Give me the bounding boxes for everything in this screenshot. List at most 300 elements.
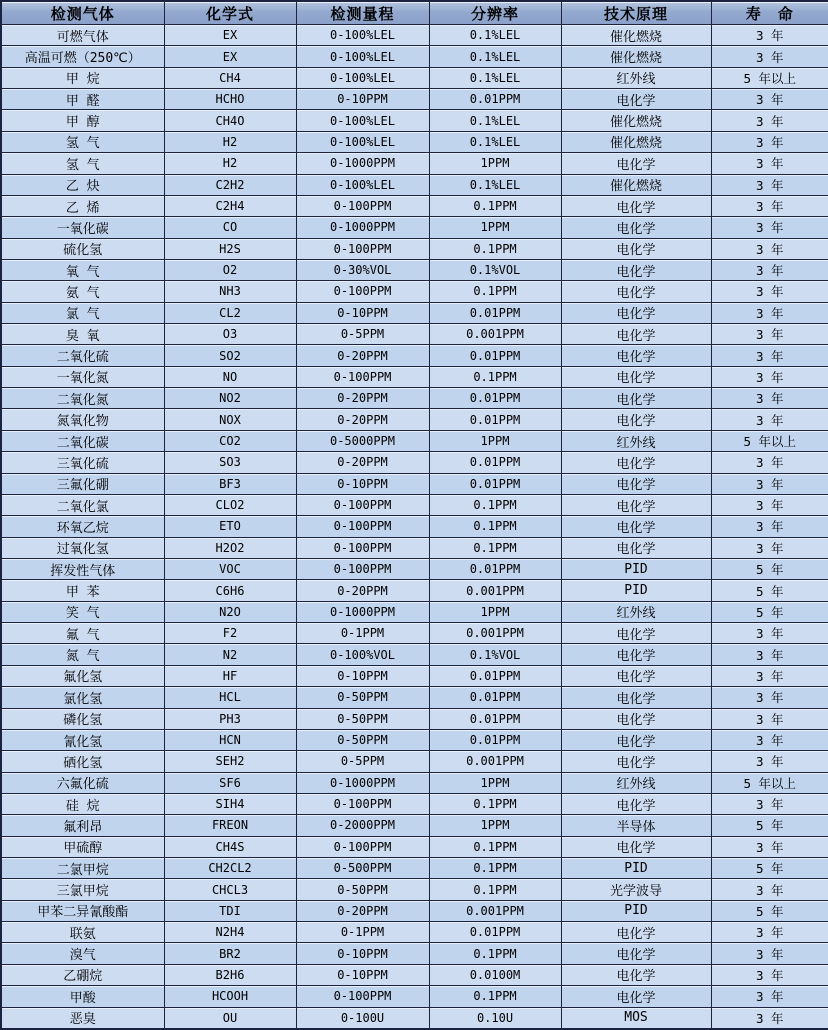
cell-gas-name: 可燃气体 bbox=[1, 25, 164, 46]
cell-lifespan: 3 年 bbox=[711, 259, 828, 280]
column-header-gas: 检测气体 bbox=[1, 1, 164, 25]
cell-chemical-formula: H2S bbox=[164, 238, 296, 259]
cell-gas-name: 过氧化氢 bbox=[1, 537, 164, 558]
cell-technical-principle: 电化学 bbox=[561, 836, 711, 857]
table-row bbox=[1, 793, 828, 814]
cell-chemical-formula: HF bbox=[164, 665, 296, 686]
table-row bbox=[1, 751, 828, 772]
table-row bbox=[1, 986, 828, 1007]
table-row bbox=[1, 324, 828, 345]
table-row bbox=[1, 964, 828, 985]
cell-gas-name: 磷化氢 bbox=[1, 708, 164, 729]
table-row bbox=[1, 67, 828, 88]
cell-gas-name: 氮氧化物 bbox=[1, 409, 164, 430]
cell-lifespan: 3 年 bbox=[711, 623, 828, 644]
cell-technical-principle: 电化学 bbox=[561, 687, 711, 708]
table-row bbox=[1, 452, 828, 473]
cell-technical-principle: MOS bbox=[561, 1007, 711, 1029]
cell-chemical-formula: NH3 bbox=[164, 281, 296, 302]
cell-resolution: 1PPM bbox=[429, 601, 561, 622]
cell-technical-principle: 电化学 bbox=[561, 217, 711, 238]
table-row bbox=[1, 922, 828, 943]
cell-detection-range: 0-100PPM bbox=[296, 494, 429, 515]
cell-gas-name: 六氟化硫 bbox=[1, 772, 164, 793]
cell-detection-range: 0-100PPM bbox=[296, 195, 429, 216]
table-row bbox=[1, 217, 828, 238]
cell-chemical-formula: OU bbox=[164, 1007, 296, 1029]
cell-gas-name: 甲 醛 bbox=[1, 89, 164, 110]
cell-resolution: 0.1%VOL bbox=[429, 644, 561, 665]
cell-resolution: 0.1PPM bbox=[429, 858, 561, 879]
table-row bbox=[1, 558, 828, 579]
cell-resolution: 0.1%LEL bbox=[429, 67, 561, 88]
cell-lifespan: 3 年 bbox=[711, 687, 828, 708]
column-header-formula: 化学式 bbox=[164, 1, 296, 25]
cell-detection-range: 0-20PPM bbox=[296, 580, 429, 601]
cell-technical-principle: 电化学 bbox=[561, 388, 711, 409]
cell-lifespan: 3 年 bbox=[711, 708, 828, 729]
cell-lifespan: 3 年 bbox=[711, 388, 828, 409]
cell-technical-principle: 电化学 bbox=[561, 281, 711, 302]
cell-technical-principle: 催化燃烧 bbox=[561, 174, 711, 195]
cell-technical-principle: 红外线 bbox=[561, 67, 711, 88]
cell-detection-range: 0-10PPM bbox=[296, 665, 429, 686]
cell-chemical-formula: HCL bbox=[164, 687, 296, 708]
cell-gas-name: 氢 气 bbox=[1, 131, 164, 152]
cell-detection-range: 0-1000PPM bbox=[296, 217, 429, 238]
cell-resolution: 0.1%LEL bbox=[429, 110, 561, 131]
cell-lifespan: 3 年 bbox=[711, 793, 828, 814]
cell-chemical-formula: SO3 bbox=[164, 452, 296, 473]
cell-resolution: 1PPM bbox=[429, 772, 561, 793]
cell-lifespan: 5 年 bbox=[711, 558, 828, 579]
cell-lifespan: 3 年 bbox=[711, 281, 828, 302]
cell-detection-range: 0-100U bbox=[296, 1007, 429, 1029]
cell-technical-principle: 电化学 bbox=[561, 922, 711, 943]
column-header-range: 检测量程 bbox=[296, 1, 429, 25]
table-row bbox=[1, 131, 828, 152]
cell-lifespan: 3 年 bbox=[711, 324, 828, 345]
cell-gas-name: 甲 苯 bbox=[1, 580, 164, 601]
cell-resolution: 0.1PPM bbox=[429, 879, 561, 900]
column-header-life: 寿 命 bbox=[711, 1, 828, 25]
cell-chemical-formula: EX bbox=[164, 25, 296, 46]
cell-detection-range: 0-100PPM bbox=[296, 281, 429, 302]
cell-technical-principle: 电化学 bbox=[561, 644, 711, 665]
table-row bbox=[1, 259, 828, 280]
cell-lifespan: 3 年 bbox=[711, 922, 828, 943]
cell-gas-name: 氨 气 bbox=[1, 281, 164, 302]
cell-resolution: 0.1PPM bbox=[429, 238, 561, 259]
cell-chemical-formula: NOX bbox=[164, 409, 296, 430]
cell-detection-range: 0-100%LEL bbox=[296, 174, 429, 195]
cell-detection-range: 0-100PPM bbox=[296, 366, 429, 387]
cell-resolution: 0.01PPM bbox=[429, 922, 561, 943]
cell-resolution: 0.1PPM bbox=[429, 281, 561, 302]
cell-technical-principle: 电化学 bbox=[561, 751, 711, 772]
cell-lifespan: 3 年 bbox=[711, 174, 828, 195]
cell-resolution: 0.1PPM bbox=[429, 943, 561, 964]
cell-resolution: 0.10U bbox=[429, 1007, 561, 1029]
cell-resolution: 0.0100M bbox=[429, 964, 561, 985]
cell-chemical-formula: CH4S bbox=[164, 836, 296, 857]
cell-detection-range: 0-100%LEL bbox=[296, 25, 429, 46]
cell-technical-principle: 电化学 bbox=[561, 494, 711, 515]
cell-detection-range: 0-100%LEL bbox=[296, 110, 429, 131]
cell-resolution: 0.01PPM bbox=[429, 687, 561, 708]
cell-chemical-formula: CH4 bbox=[164, 67, 296, 88]
cell-technical-principle: 催化燃烧 bbox=[561, 25, 711, 46]
table-row bbox=[1, 388, 828, 409]
cell-detection-range: 0-1PPM bbox=[296, 623, 429, 644]
cell-detection-range: 0-500PPM bbox=[296, 858, 429, 879]
cell-technical-principle: 电化学 bbox=[561, 409, 711, 430]
cell-lifespan: 3 年 bbox=[711, 89, 828, 110]
cell-resolution: 1PPM bbox=[429, 153, 561, 174]
cell-resolution: 0.1PPM bbox=[429, 366, 561, 387]
cell-technical-principle: 电化学 bbox=[561, 195, 711, 216]
cell-detection-range: 0-100PPM bbox=[296, 793, 429, 814]
cell-resolution: 0.001PPM bbox=[429, 580, 561, 601]
table-row bbox=[1, 494, 828, 515]
cell-gas-name: 环氧乙烷 bbox=[1, 516, 164, 537]
cell-gas-name: 甲苯二异氰酸酯 bbox=[1, 900, 164, 921]
cell-detection-range: 0-100PPM bbox=[296, 516, 429, 537]
cell-gas-name: 恶臭 bbox=[1, 1007, 164, 1029]
cell-resolution: 0.1PPM bbox=[429, 793, 561, 814]
cell-detection-range: 0-10PPM bbox=[296, 964, 429, 985]
cell-chemical-formula: CO bbox=[164, 217, 296, 238]
cell-detection-range: 0-10PPM bbox=[296, 302, 429, 323]
cell-detection-range: 0-100PPM bbox=[296, 537, 429, 558]
cell-resolution: 0.1%LEL bbox=[429, 174, 561, 195]
table-row bbox=[1, 708, 828, 729]
table-row bbox=[1, 195, 828, 216]
cell-lifespan: 3 年 bbox=[711, 751, 828, 772]
cell-chemical-formula: NO bbox=[164, 366, 296, 387]
cell-lifespan: 3 年 bbox=[711, 302, 828, 323]
cell-lifespan: 3 年 bbox=[711, 25, 828, 46]
cell-lifespan: 5 年以上 bbox=[711, 772, 828, 793]
cell-detection-range: 0-20PPM bbox=[296, 345, 429, 366]
cell-detection-range: 0-30%VOL bbox=[296, 259, 429, 280]
cell-chemical-formula: CH2CL2 bbox=[164, 858, 296, 879]
table-row bbox=[1, 580, 828, 601]
cell-chemical-formula: CLO2 bbox=[164, 494, 296, 515]
cell-detection-range: 0-1PPM bbox=[296, 922, 429, 943]
cell-chemical-formula: N2O bbox=[164, 601, 296, 622]
cell-chemical-formula: C6H6 bbox=[164, 580, 296, 601]
cell-chemical-formula: SEH2 bbox=[164, 751, 296, 772]
cell-technical-principle: 催化燃烧 bbox=[561, 46, 711, 67]
cell-lifespan: 3 年 bbox=[711, 729, 828, 750]
cell-technical-principle: PID bbox=[561, 900, 711, 921]
table-row bbox=[1, 281, 828, 302]
cell-technical-principle: 电化学 bbox=[561, 708, 711, 729]
cell-resolution: 0.1PPM bbox=[429, 986, 561, 1007]
cell-resolution: 0.01PPM bbox=[429, 473, 561, 494]
cell-gas-name: 硫化氢 bbox=[1, 238, 164, 259]
cell-resolution: 0.1PPM bbox=[429, 494, 561, 515]
cell-lifespan: 3 年 bbox=[711, 516, 828, 537]
cell-gas-name: 氟利昂 bbox=[1, 815, 164, 836]
cell-chemical-formula: HCOOH bbox=[164, 986, 296, 1007]
cell-resolution: 0.01PPM bbox=[429, 452, 561, 473]
cell-lifespan: 3 年 bbox=[711, 986, 828, 1007]
cell-lifespan: 3 年 bbox=[711, 238, 828, 259]
column-header-resolution: 分辨率 bbox=[429, 1, 561, 25]
cell-chemical-formula: N2H4 bbox=[164, 922, 296, 943]
cell-detection-range: 0-1000PPM bbox=[296, 153, 429, 174]
cell-resolution: 0.01PPM bbox=[429, 89, 561, 110]
cell-lifespan: 3 年 bbox=[711, 217, 828, 238]
cell-gas-name: 甲酸 bbox=[1, 986, 164, 1007]
cell-gas-name: 二氧化硫 bbox=[1, 345, 164, 366]
cell-lifespan: 5 年以上 bbox=[711, 67, 828, 88]
cell-chemical-formula: BF3 bbox=[164, 473, 296, 494]
cell-lifespan: 3 年 bbox=[711, 537, 828, 558]
cell-lifespan: 3 年 bbox=[711, 665, 828, 686]
cell-gas-name: 氟化氢 bbox=[1, 665, 164, 686]
cell-lifespan: 3 年 bbox=[711, 46, 828, 67]
table-row bbox=[1, 772, 828, 793]
cell-gas-name: 氟 气 bbox=[1, 623, 164, 644]
cell-resolution: 1PPM bbox=[429, 430, 561, 451]
cell-resolution: 0.01PPM bbox=[429, 708, 561, 729]
cell-detection-range: 0-10PPM bbox=[296, 943, 429, 964]
table-row bbox=[1, 815, 828, 836]
cell-technical-principle: PID bbox=[561, 580, 711, 601]
cell-lifespan: 5 年 bbox=[711, 815, 828, 836]
cell-lifespan: 3 年 bbox=[711, 131, 828, 152]
cell-chemical-formula: EX bbox=[164, 46, 296, 67]
cell-gas-name: 溴气 bbox=[1, 943, 164, 964]
cell-resolution: 0.01PPM bbox=[429, 729, 561, 750]
cell-detection-range: 0-100%LEL bbox=[296, 67, 429, 88]
cell-detection-range: 0-5PPM bbox=[296, 324, 429, 345]
cell-lifespan: 5 年 bbox=[711, 900, 828, 921]
cell-technical-principle: 电化学 bbox=[561, 153, 711, 174]
table-row bbox=[1, 836, 828, 857]
cell-technical-principle: 电化学 bbox=[561, 238, 711, 259]
table-row bbox=[1, 366, 828, 387]
table-row bbox=[1, 644, 828, 665]
cell-technical-principle: 电化学 bbox=[561, 665, 711, 686]
cell-resolution: 1PPM bbox=[429, 815, 561, 836]
cell-resolution: 0.01PPM bbox=[429, 388, 561, 409]
table-row bbox=[1, 153, 828, 174]
cell-lifespan: 5 年 bbox=[711, 580, 828, 601]
cell-gas-name: 甲 醇 bbox=[1, 110, 164, 131]
cell-detection-range: 0-100PPM bbox=[296, 986, 429, 1007]
cell-technical-principle: 红外线 bbox=[561, 772, 711, 793]
cell-gas-name: 高温可燃（250℃） bbox=[1, 46, 164, 67]
cell-lifespan: 3 年 bbox=[711, 836, 828, 857]
cell-technical-principle: 光学波导 bbox=[561, 879, 711, 900]
table-row bbox=[1, 473, 828, 494]
table-row bbox=[1, 174, 828, 195]
cell-detection-range: 0-50PPM bbox=[296, 687, 429, 708]
cell-resolution: 0.001PPM bbox=[429, 751, 561, 772]
cell-lifespan: 3 年 bbox=[711, 153, 828, 174]
table-header bbox=[1, 1, 828, 25]
cell-gas-name: 一氧化碳 bbox=[1, 217, 164, 238]
cell-detection-range: 0-5000PPM bbox=[296, 430, 429, 451]
cell-chemical-formula: CH4O bbox=[164, 110, 296, 131]
table-row bbox=[1, 601, 828, 622]
cell-gas-name: 甲硫醇 bbox=[1, 836, 164, 857]
cell-detection-range: 0-50PPM bbox=[296, 879, 429, 900]
cell-detection-range: 0-20PPM bbox=[296, 900, 429, 921]
cell-technical-principle: PID bbox=[561, 558, 711, 579]
cell-lifespan: 3 年 bbox=[711, 943, 828, 964]
cell-technical-principle: 催化燃烧 bbox=[561, 110, 711, 131]
cell-chemical-formula: O2 bbox=[164, 259, 296, 280]
cell-chemical-formula: F2 bbox=[164, 623, 296, 644]
cell-detection-range: 0-100PPM bbox=[296, 836, 429, 857]
cell-technical-principle: 电化学 bbox=[561, 473, 711, 494]
cell-lifespan: 3 年 bbox=[711, 409, 828, 430]
table-row bbox=[1, 345, 828, 366]
cell-chemical-formula: TDI bbox=[164, 900, 296, 921]
cell-lifespan: 3 年 bbox=[711, 452, 828, 473]
cell-gas-name: 三氧化硫 bbox=[1, 452, 164, 473]
cell-detection-range: 0-100%LEL bbox=[296, 46, 429, 67]
cell-technical-principle: 电化学 bbox=[561, 623, 711, 644]
table-row bbox=[1, 409, 828, 430]
cell-resolution: 0.1PPM bbox=[429, 537, 561, 558]
cell-chemical-formula: C2H2 bbox=[164, 174, 296, 195]
cell-technical-principle: 红外线 bbox=[561, 601, 711, 622]
cell-gas-name: 氯 气 bbox=[1, 302, 164, 323]
cell-gas-name: 三氯甲烷 bbox=[1, 879, 164, 900]
cell-chemical-formula: FREON bbox=[164, 815, 296, 836]
cell-chemical-formula: SO2 bbox=[164, 345, 296, 366]
cell-technical-principle: 电化学 bbox=[561, 452, 711, 473]
cell-technical-principle: 电化学 bbox=[561, 302, 711, 323]
table-row bbox=[1, 687, 828, 708]
cell-gas-name: 乙硼烷 bbox=[1, 964, 164, 985]
table-row bbox=[1, 1007, 828, 1029]
table-row bbox=[1, 89, 828, 110]
cell-lifespan: 3 年 bbox=[711, 964, 828, 985]
cell-technical-principle: PID bbox=[561, 858, 711, 879]
cell-detection-range: 0-50PPM bbox=[296, 708, 429, 729]
table-row bbox=[1, 943, 828, 964]
table-row bbox=[1, 46, 828, 67]
cell-resolution: 0.01PPM bbox=[429, 302, 561, 323]
cell-chemical-formula: H2O2 bbox=[164, 537, 296, 558]
cell-technical-principle: 电化学 bbox=[561, 324, 711, 345]
cell-lifespan: 3 年 bbox=[711, 644, 828, 665]
cell-chemical-formula: HCHO bbox=[164, 89, 296, 110]
cell-resolution: 0.01PPM bbox=[429, 345, 561, 366]
cell-detection-range: 0-100%LEL bbox=[296, 131, 429, 152]
cell-resolution: 0.1%LEL bbox=[429, 131, 561, 152]
column-header-principle: 技术原理 bbox=[561, 1, 711, 25]
cell-lifespan: 3 年 bbox=[711, 879, 828, 900]
table-row bbox=[1, 879, 828, 900]
cell-technical-principle: 电化学 bbox=[561, 259, 711, 280]
cell-detection-range: 0-100PPM bbox=[296, 558, 429, 579]
cell-resolution: 0.01PPM bbox=[429, 409, 561, 430]
cell-gas-name: 挥发性气体 bbox=[1, 558, 164, 579]
cell-chemical-formula: O3 bbox=[164, 324, 296, 345]
cell-lifespan: 3 年 bbox=[711, 345, 828, 366]
cell-gas-name: 硒化氢 bbox=[1, 751, 164, 772]
cell-chemical-formula: CL2 bbox=[164, 302, 296, 323]
cell-chemical-formula: SIH4 bbox=[164, 793, 296, 814]
cell-technical-principle: 电化学 bbox=[561, 516, 711, 537]
cell-detection-range: 0-100%VOL bbox=[296, 644, 429, 665]
cell-gas-name: 三氟化硼 bbox=[1, 473, 164, 494]
cell-chemical-formula: H2 bbox=[164, 131, 296, 152]
cell-detection-range: 0-1000PPM bbox=[296, 601, 429, 622]
cell-technical-principle: 电化学 bbox=[561, 964, 711, 985]
cell-detection-range: 0-20PPM bbox=[296, 388, 429, 409]
cell-lifespan: 3 年 bbox=[711, 195, 828, 216]
cell-detection-range: 0-20PPM bbox=[296, 452, 429, 473]
cell-technical-principle: 电化学 bbox=[561, 943, 711, 964]
cell-resolution: 1PPM bbox=[429, 217, 561, 238]
cell-detection-range: 0-10PPM bbox=[296, 473, 429, 494]
cell-gas-name: 氧 气 bbox=[1, 259, 164, 280]
cell-resolution: 0.001PPM bbox=[429, 623, 561, 644]
cell-chemical-formula: BR2 bbox=[164, 943, 296, 964]
cell-gas-name: 甲 烷 bbox=[1, 67, 164, 88]
cell-gas-name: 笑 气 bbox=[1, 601, 164, 622]
cell-gas-name: 臭 氧 bbox=[1, 324, 164, 345]
cell-lifespan: 3 年 bbox=[711, 110, 828, 131]
cell-resolution: 0.1PPM bbox=[429, 516, 561, 537]
cell-gas-name: 氢 气 bbox=[1, 153, 164, 174]
table-row bbox=[1, 665, 828, 686]
cell-detection-range: 0-20PPM bbox=[296, 409, 429, 430]
header-row bbox=[1, 1, 828, 25]
cell-detection-range: 0-50PPM bbox=[296, 729, 429, 750]
cell-technical-principle: 电化学 bbox=[561, 345, 711, 366]
cell-gas-name: 硅 烷 bbox=[1, 793, 164, 814]
cell-lifespan: 5 年 bbox=[711, 601, 828, 622]
cell-detection-range: 0-5PPM bbox=[296, 751, 429, 772]
cell-resolution: 0.1PPM bbox=[429, 195, 561, 216]
cell-detection-range: 0-100PPM bbox=[296, 238, 429, 259]
cell-gas-name: 乙 炔 bbox=[1, 174, 164, 195]
cell-gas-name: 氰化氢 bbox=[1, 729, 164, 750]
table-row bbox=[1, 729, 828, 750]
cell-chemical-formula: B2H6 bbox=[164, 964, 296, 985]
table-row bbox=[1, 302, 828, 323]
cell-lifespan: 3 年 bbox=[711, 494, 828, 515]
table-row bbox=[1, 110, 828, 131]
cell-technical-principle: 电化学 bbox=[561, 793, 711, 814]
cell-lifespan: 3 年 bbox=[711, 1007, 828, 1029]
cell-chemical-formula: H2 bbox=[164, 153, 296, 174]
cell-resolution: 0.1%LEL bbox=[429, 25, 561, 46]
cell-resolution: 0.01PPM bbox=[429, 558, 561, 579]
table-row bbox=[1, 858, 828, 879]
cell-chemical-formula: N2 bbox=[164, 644, 296, 665]
table-row bbox=[1, 900, 828, 921]
cell-gas-name: 一氧化氮 bbox=[1, 366, 164, 387]
table-row bbox=[1, 238, 828, 259]
table-row bbox=[1, 516, 828, 537]
cell-chemical-formula: NO2 bbox=[164, 388, 296, 409]
cell-chemical-formula: C2H4 bbox=[164, 195, 296, 216]
cell-resolution: 0.001PPM bbox=[429, 324, 561, 345]
cell-resolution: 0.001PPM bbox=[429, 900, 561, 921]
cell-gas-name: 乙 烯 bbox=[1, 195, 164, 216]
